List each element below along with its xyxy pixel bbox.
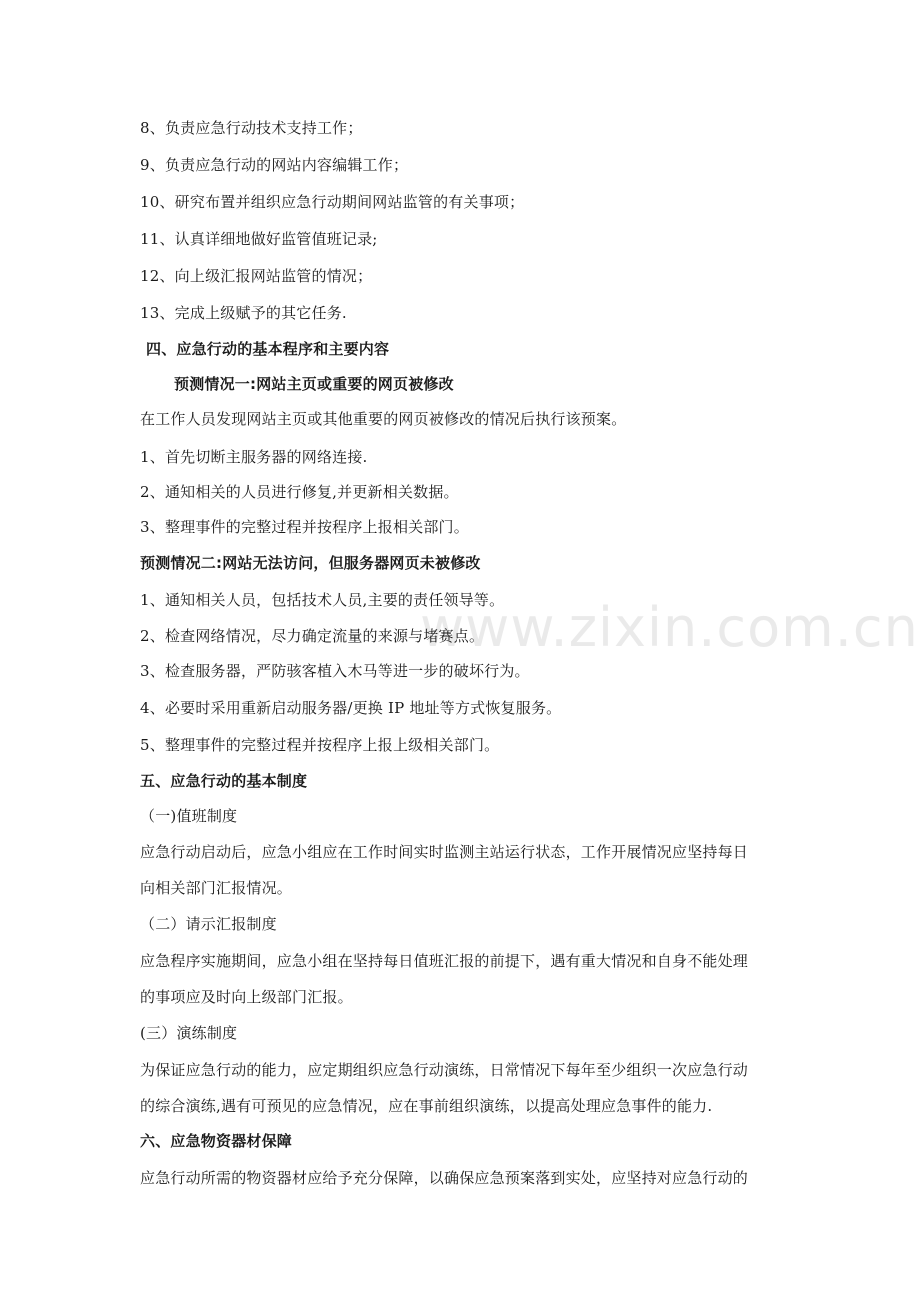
- list-item: 3、检查服务器，严防骇客植入木马等进一步的破坏行为。: [140, 662, 530, 680]
- list-item-10: 10、研究布置并组织应急行动期间网站监管的有关事项；: [140, 193, 525, 211]
- list-item-12: 12、向上级汇报网站监管的情况；: [140, 267, 373, 285]
- list-item-9: 9、负责应急行动的网站内容编辑工作；: [140, 156, 409, 174]
- list-item: 4、必要时采用重新启动服务器/更换 IP 地址等方式恢复服务。: [140, 699, 562, 717]
- scenario-2-heading: 预测情况二:网站无法访问，但服务器网页未被修改: [140, 554, 481, 572]
- subsection-heading: （一)值班制度: [140, 807, 238, 825]
- list-item: 1、通知相关人员，包括技术人员,主要的责任领导等。: [140, 591, 505, 609]
- list-item-13: 13、完成上级赋予的其它任务.: [140, 304, 347, 322]
- watermark: www.zixin.com.cn: [420, 596, 919, 659]
- paragraph: 应急行动启动后，应急小组应在工作时间实时监测主站运行状态，工作开展情况应坚持每日: [140, 843, 749, 861]
- paragraph: 向相关部门汇报情况。: [140, 879, 293, 897]
- paragraph: 为保证应急行动的能力，应定期组织应急行动演练，日常情况下每年至少组织一次应急行动: [140, 1061, 749, 1079]
- scenario-1-heading: 预测情况一:网站主页或重要的网页被修改: [174, 375, 454, 393]
- section-heading-6: 六、应急物资器材保障: [140, 1132, 293, 1150]
- section-heading-4: 四、应急行动的基本程序和主要内容: [146, 340, 390, 358]
- list-item: 1、首先切断主服务器的网络连接.: [140, 448, 368, 466]
- section-heading-5: 五、应急行动的基本制度: [140, 772, 308, 790]
- list-item: 2、检查网络情况，尽力确定流量的来源与堵赛点。: [140, 627, 485, 645]
- paragraph: 的综合演练,遇有可预见的应急情况，应在事前组织演练，以提高处理应急事件的能力.: [140, 1097, 713, 1115]
- list-item: 2、通知相关的人员进行修复,并更新相关数据。: [140, 483, 459, 501]
- paragraph: 应急行动所需的物资器材应给予充分保障，以确保应急预案落到实处，应坚持对应急行动的: [140, 1169, 749, 1187]
- list-item-11: 11、认真详细地做好监管值班记录;: [140, 230, 378, 248]
- subsection-heading: （二）请示汇报制度: [140, 915, 277, 933]
- list-item-8: 8、负责应急行动技术支持工作；: [140, 119, 363, 137]
- list-item: 3、整理事件的完整过程并按程序上报相关部门。: [140, 518, 469, 536]
- paragraph: 的事项应及时向上级部门汇报。: [140, 988, 353, 1006]
- list-item: 5、整理事件的完整过程并按程序上报上级相关部门。: [140, 736, 500, 754]
- paragraph: 在工作人员发现网站主页或其他重要的网页被修改的情况后执行该预案。: [140, 410, 627, 428]
- paragraph: 应急程序实施期间，应急小组在坚持每日值班汇报的前提下，遇有重大情况和自身不能处理: [140, 952, 749, 970]
- subsection-heading: (三）演练制度: [140, 1024, 238, 1042]
